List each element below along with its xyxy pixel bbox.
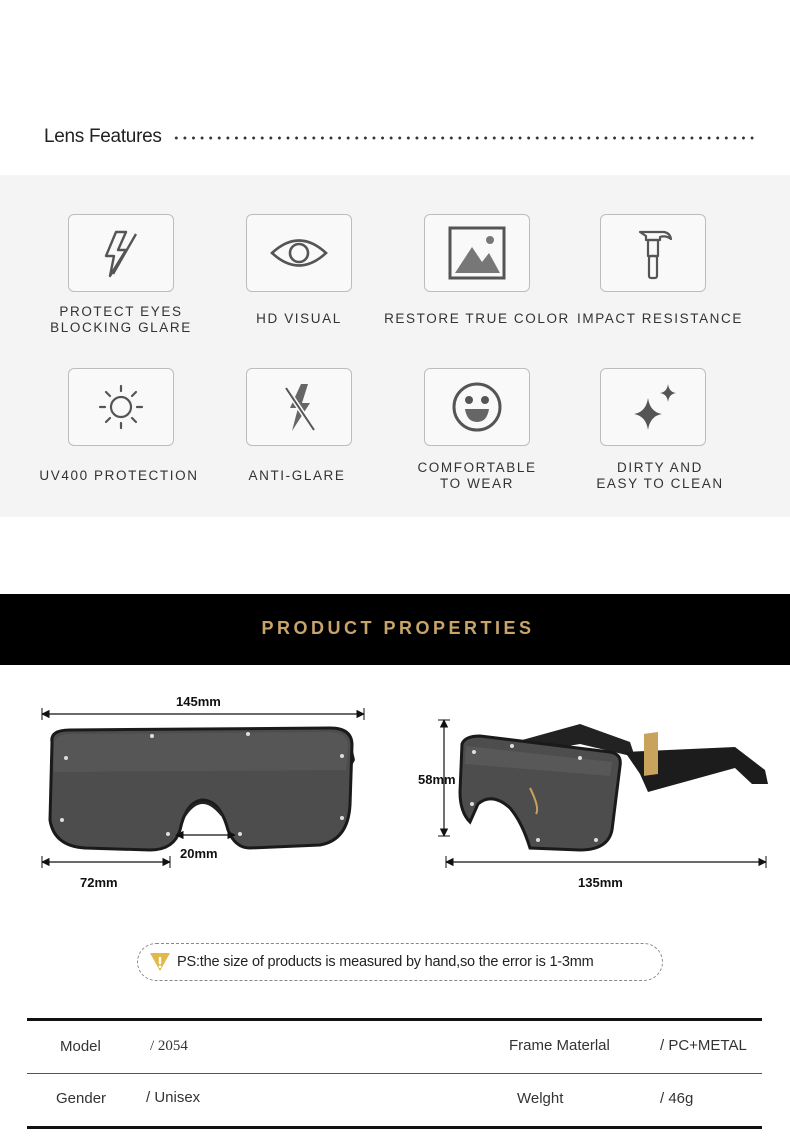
dimension-bridge: 20mm xyxy=(180,846,218,861)
table-top-rule xyxy=(27,1018,762,1021)
dimension-lens-height: 58mm xyxy=(418,772,456,787)
spec-model-value: / 2054 xyxy=(150,1038,188,1054)
spec-gender-label: Gender xyxy=(56,1090,107,1107)
eye-icon xyxy=(246,214,352,292)
properties-title: PRODUCT PROPERTIES xyxy=(261,618,535,638)
feature-label-uv400: UV400 PROTECTION xyxy=(39,468,199,483)
spec-model-label: Model xyxy=(60,1038,101,1055)
spec-weight-label: Welght xyxy=(517,1090,564,1107)
dotted-divider xyxy=(172,135,754,141)
feature-label-easy-clean: DIRTY AND EASY TO CLEAN xyxy=(596,460,724,491)
dimension-temple: 135mm xyxy=(578,875,623,890)
table-bottom-rule xyxy=(27,1126,762,1129)
measurement-note-text: PS:the size of products is measured by hand,so the error is 1-3mm xyxy=(177,954,594,970)
hammer-icon xyxy=(600,214,706,292)
warning-icon xyxy=(148,951,172,973)
spec-material-label: Frame Materlal xyxy=(509,1037,610,1054)
image-icon xyxy=(424,214,530,292)
spec-weight-value: / 46g xyxy=(660,1090,694,1107)
dimension-width: 145mm xyxy=(176,694,221,709)
smiley-icon xyxy=(424,368,530,446)
spec-material-value: / PC+METAL xyxy=(660,1037,747,1054)
feature-label-protect-eyes: PROTECT EYES BLOCKING GLARE xyxy=(50,304,192,335)
table-row-divider xyxy=(27,1073,762,1074)
feature-label-anti-glare: ANTI-GLARE xyxy=(248,468,346,483)
spec-gender-value: / Unisex xyxy=(146,1089,201,1106)
side-view-diagram xyxy=(430,712,775,882)
dimension-lens-width: 72mm xyxy=(80,875,118,890)
feature-label-hd-visual: HD VISUAL xyxy=(256,311,342,326)
anti-glare-icon xyxy=(246,368,352,446)
sun-icon xyxy=(68,368,174,446)
lightning-icon xyxy=(68,214,174,292)
sparkle-icon xyxy=(600,368,706,446)
feature-label-impact: IMPACT RESISTANCE xyxy=(577,311,743,326)
features-title: Lens Features xyxy=(44,126,162,147)
feature-label-restore-color: RESTORE TRUE COLOR xyxy=(384,311,570,326)
front-view-diagram xyxy=(30,700,380,890)
feature-label-comfortable: COMFORTABLE TO WEAR xyxy=(417,460,537,491)
